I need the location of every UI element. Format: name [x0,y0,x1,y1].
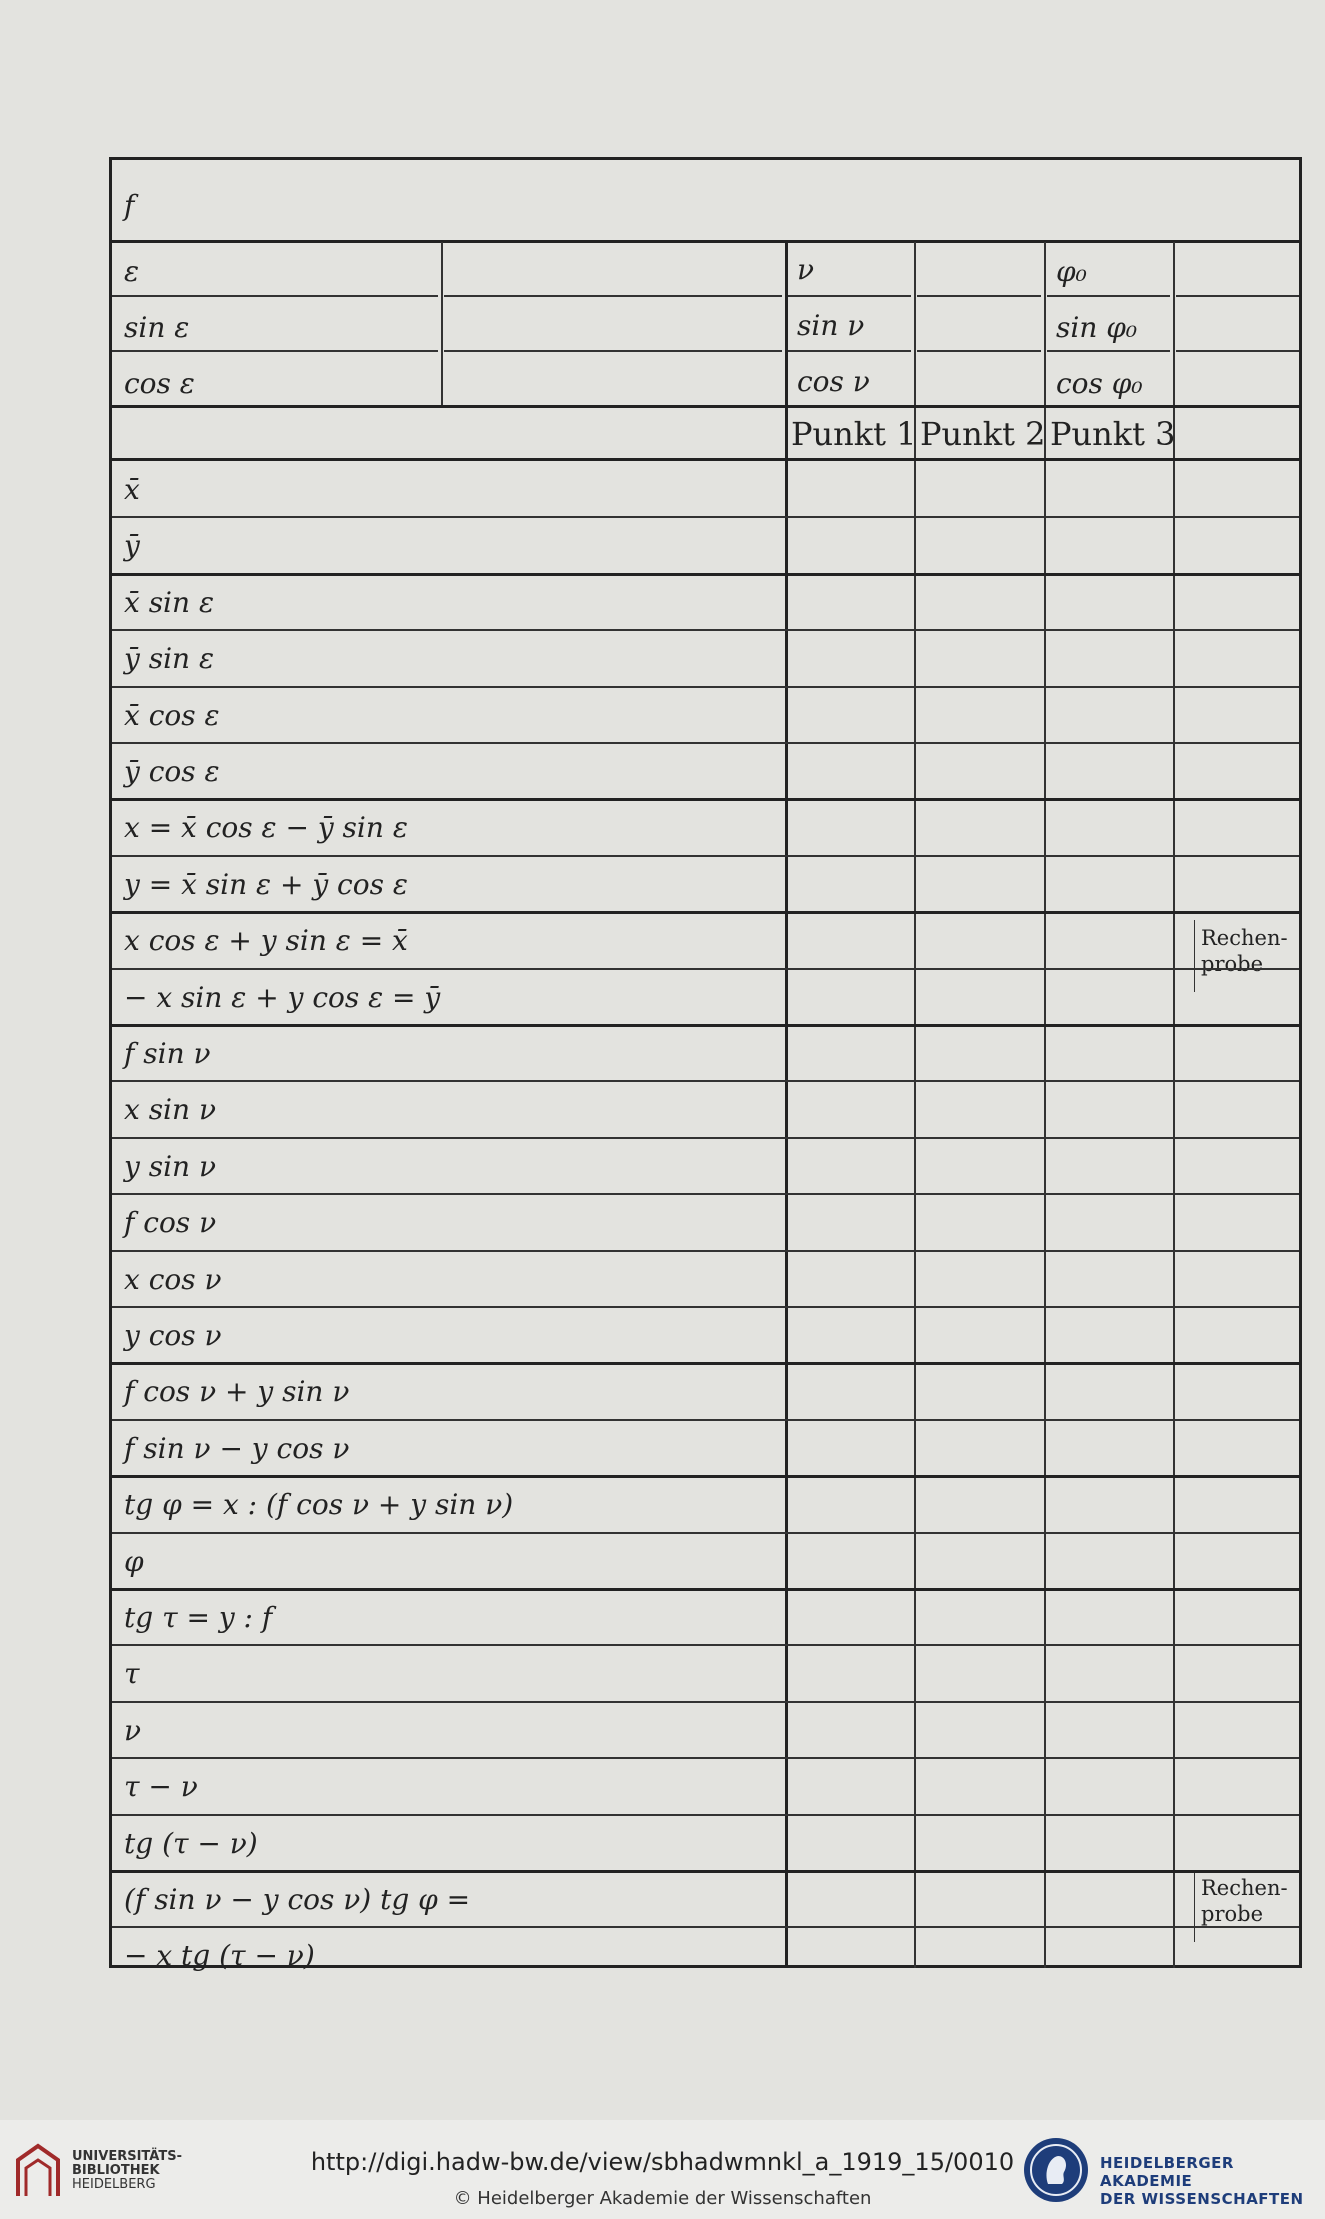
row-divider [112,1306,1299,1308]
row-divider [112,1532,1299,1534]
row-label: τ [124,1657,140,1691]
row-divider [112,1814,1299,1816]
param-nu: ν [797,253,815,286]
row-divider [112,1419,1299,1421]
row-divider [112,1701,1299,1703]
row-label: x̄ cos ε [124,698,220,732]
row-label: tg τ = y : f [124,1601,273,1634]
row-divider [112,629,1299,631]
university-library-text: UNIVERSITÄTS- BIBLIOTHEK HEIDELBERG [72,2149,182,2192]
row-label: tg (τ − ν) [124,1826,258,1860]
row-label: ȳ cos ε [124,755,220,788]
param-epsilon: ε [124,255,140,288]
row-label: y cos ν [124,1319,222,1352]
copyright-text: © Heidelberger Akademie der Wissenschaften [453,2188,872,2209]
row-divider [112,1024,1299,1027]
source-url-link[interactable]: http://digi.hadw-bw.de/view/sbhadwmnkl_a_1919_15/0010 [310,2148,1015,2176]
param-sin-phi0: sin φ₀ [1056,311,1138,344]
row-divider [112,742,1299,744]
row-label: − x tg (τ − ν) [124,1939,315,1973]
row-label: φ [124,1544,144,1578]
check-label-1: Rechen- probe [1201,926,1288,976]
row-divider [112,516,1299,518]
row-label: ν [124,1713,142,1747]
academy-seal-icon [1022,2136,1090,2204]
row-divider [112,968,1299,970]
row-divider [112,1362,1299,1365]
param-sin-epsilon: sin ε [124,311,190,344]
row-label: f cos ν [124,1206,217,1240]
column-header-punkt-2: Punkt 2 [920,415,1046,453]
row-divider [112,1588,1299,1591]
row-label: τ − ν [124,1770,198,1804]
param-sin-nu: sin ν [797,309,865,342]
academy-name-text: HEIDELBERGER AKADEMIE DER WISSENSCHAFTEN [1100,2154,1304,2208]
row-label: ȳ sin ε [124,642,215,676]
row-label: − x sin ε + y cos ε = ȳ [124,980,441,1014]
row-divider [112,1193,1299,1195]
row-label: x̄ sin ε [124,585,214,619]
row-divider [112,911,1299,914]
row-divider [112,1475,1299,1478]
row-divider [112,798,1299,801]
row-label: ȳ [124,529,140,563]
row-divider [112,1926,1299,1928]
row-divider [112,1250,1299,1252]
column-header-punkt-1: Punkt 1 [791,415,917,453]
row-divider [112,573,1299,576]
row-label: (f sin ν − y cos ν) tg φ = [124,1883,471,1916]
row-label: y sin ν [124,1149,216,1183]
title-f: f [124,189,135,222]
row-label: y = x̄ sin ε + ȳ cos ε [124,867,408,901]
param-cos-phi0: cos φ₀ [1056,367,1143,400]
row-divider [112,855,1299,857]
param-cos-epsilon: cos ε [124,367,195,400]
row-label: x̄ [124,473,140,506]
row-label: x = x̄ cos ε − ȳ sin ε [124,811,408,845]
row-divider [112,1644,1299,1646]
row-divider [112,1080,1299,1082]
row-label: x cos ν [124,1262,222,1296]
row-label: tg φ = x : (f cos ν + y sin ν) [124,1488,514,1522]
row-divider [112,1137,1299,1139]
row-divider [112,686,1299,688]
check-label-2: Rechen- probe [1201,1876,1288,1926]
row-label: x sin ν [124,1093,216,1127]
row-label: x cos ε + y sin ε = x̄ [124,924,408,958]
row-label: f sin ν − y cos ν [124,1431,350,1465]
row-divider [112,1757,1299,1759]
row-divider [112,1870,1299,1873]
footer-bar [0,2120,1325,2219]
param-phi0: φ₀ [1056,255,1087,288]
column-header-punkt-3: Punkt 3 [1050,415,1176,453]
param-cos-nu: cos ν [797,365,870,398]
row-label: f sin ν [124,1037,211,1070]
row-label: f cos ν + y sin ν [124,1375,350,1409]
